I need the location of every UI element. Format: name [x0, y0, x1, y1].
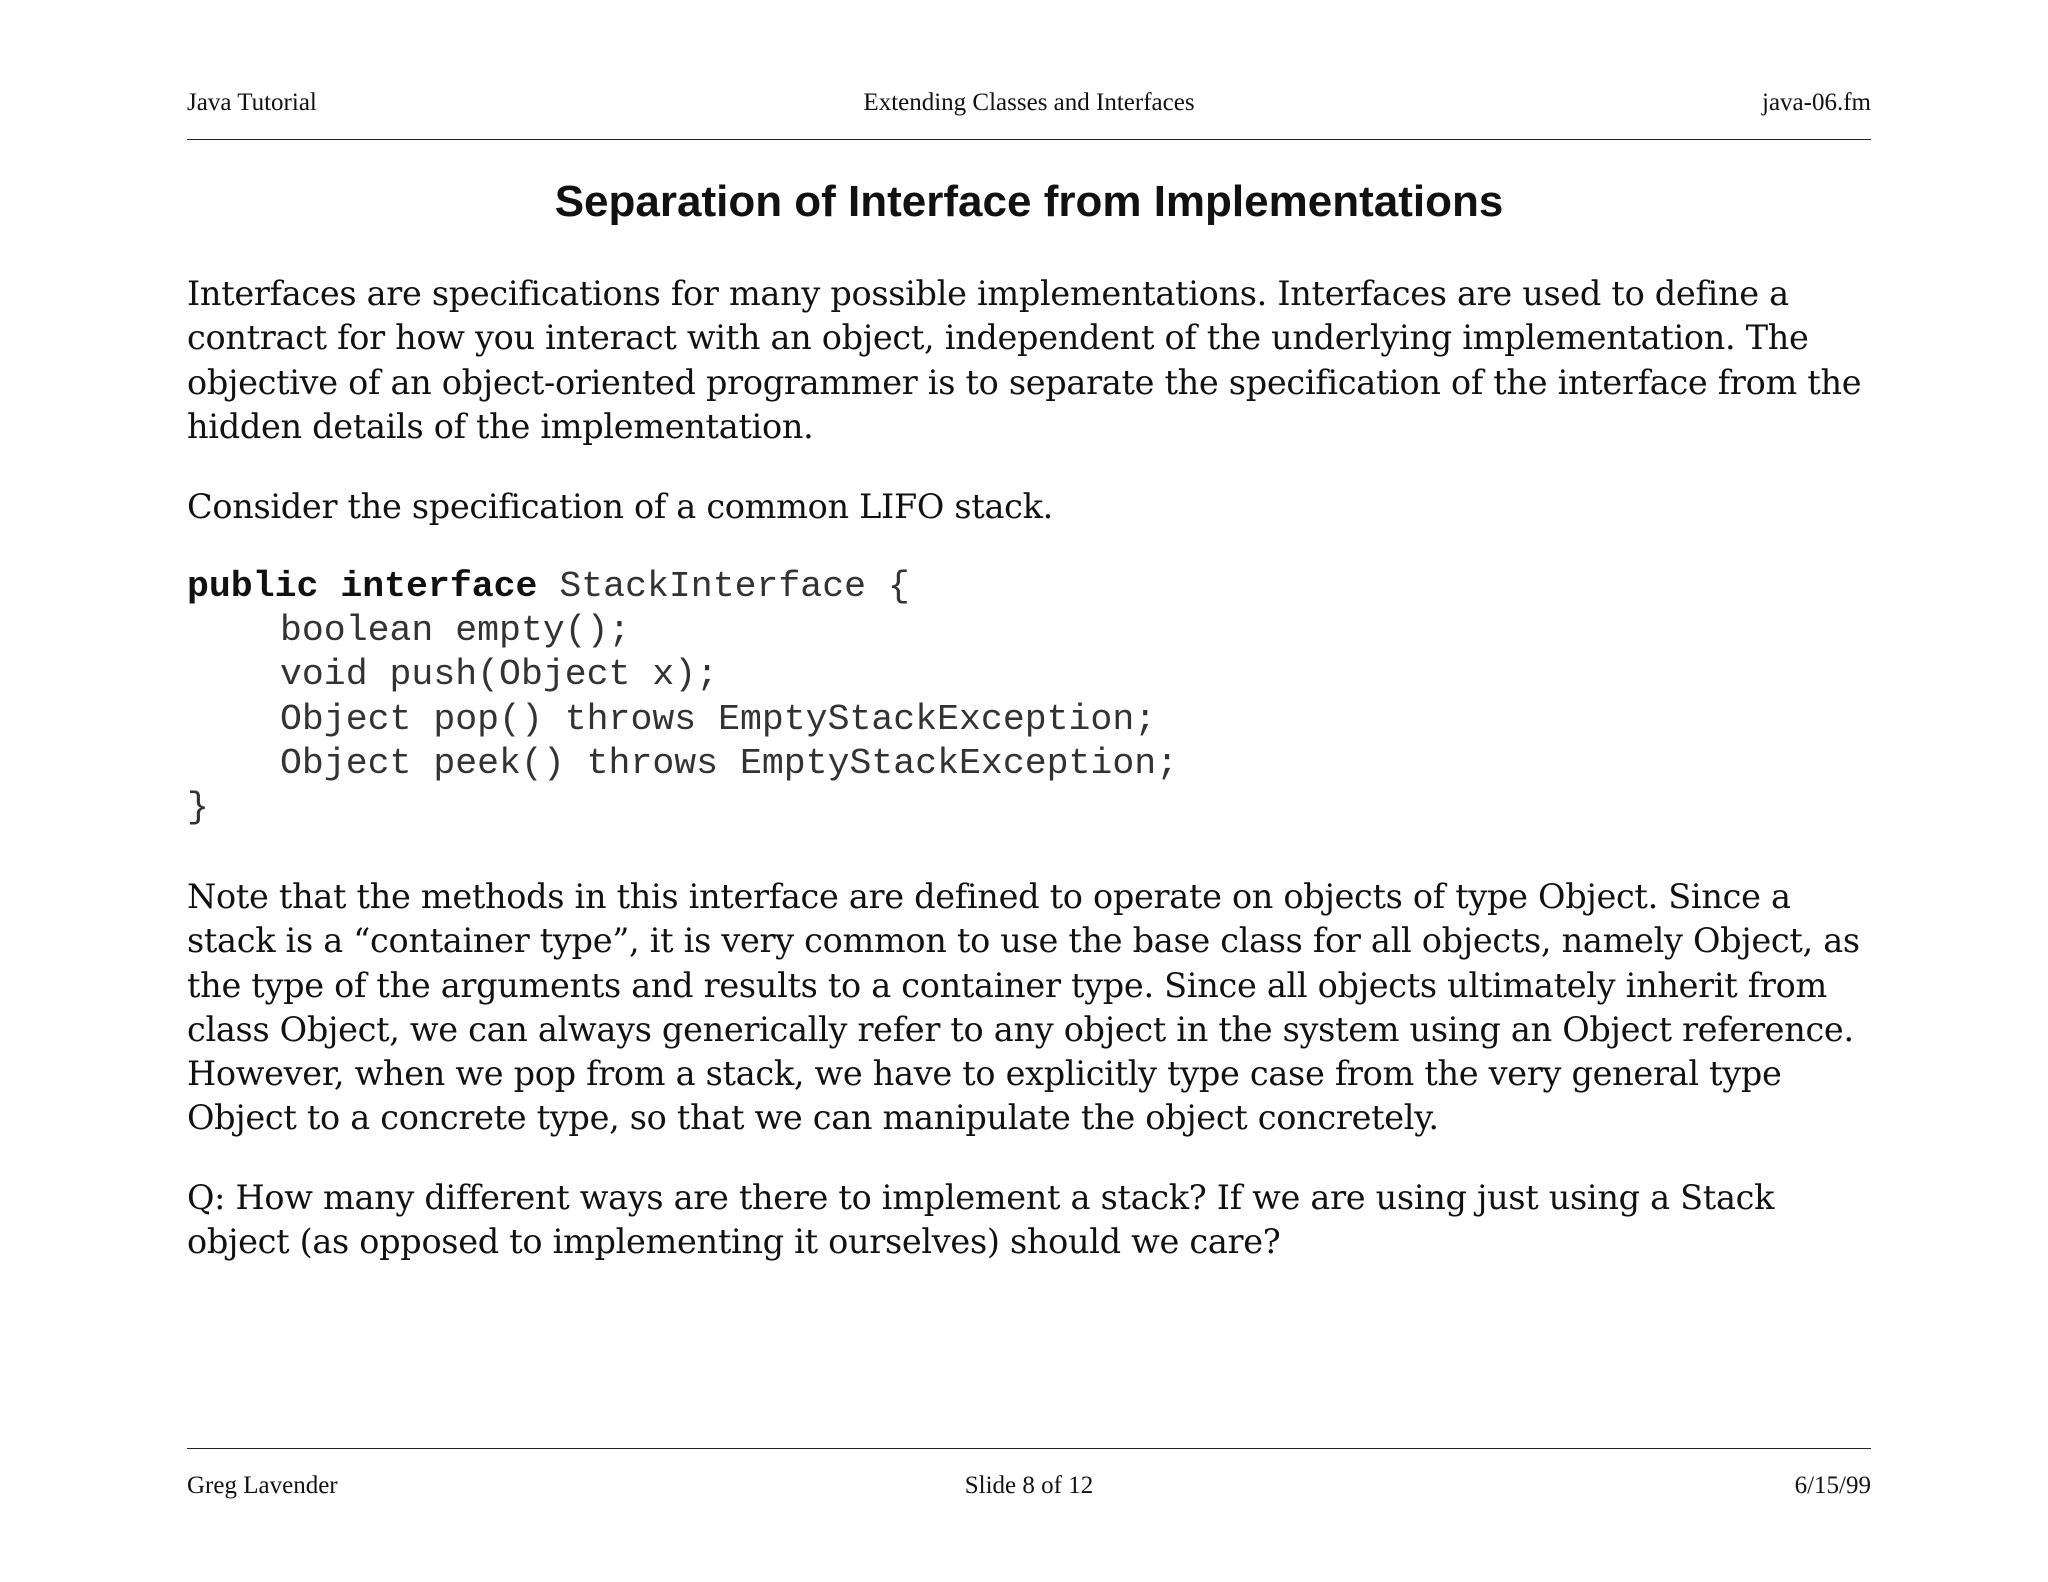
code-line-method: void push(Object x);: [280, 654, 719, 696]
code-keyword: public interface: [187, 566, 538, 607]
code-declaration-rest: StackInterface {: [537, 566, 910, 607]
code-line-closing-brace: }: [187, 786, 209, 828]
paragraph-interfaces-intro: Interfaces are specifications for many possible implementations. Interfaces are used to define a contract for how you interact with an object, independent of the underlying implementation. The objective of an object-oriented programmer is to separate the specification of the interface from the hidden details of the implementation.: [187, 274, 1862, 446]
header-center-text: Extending Classes and Interfaces: [863, 89, 1195, 116]
code-line-method: Object peek() throws EmptyStackException;: [280, 742, 1179, 784]
running-footer: [187, 1469, 1871, 1503]
running-header: [187, 86, 1871, 120]
code-line-declaration: [187, 565, 1178, 609]
document-page: [187, 0, 1871, 1582]
code-block: [187, 565, 1178, 830]
header-right-text: java-06.fm: [1762, 89, 1871, 116]
header-left-text: Java Tutorial: [187, 89, 317, 116]
paragraph-object-type-note: Note that the methods in this interface are defined to operate on objects of type Object. Since a stack is a “container type”, it is very common to use the base class for all objects, namely Object, as the type of the arguments and results to a container type. Since all objects ultimately inherit from class Object, we can always generically refer to any object in the system using an Object reference. However, when we pop from a stack, we have to explicitly type case from the very general type Object to a concrete type, so that we can manipulate the object concretely.: [187, 877, 1860, 1138]
footer-author-text: Greg Lavender: [187, 1472, 338, 1499]
paragraph-consider-stack: Consider the specification of a common LIFO stack.: [187, 487, 1053, 526]
footer-date-text: 6/15/99: [1794, 1472, 1871, 1499]
footer-slide-number: Slide 8 of 12: [964, 1472, 1094, 1499]
header-divider: [187, 139, 1871, 140]
code-line-method: Object pop() throws EmptyStackException;: [280, 698, 1157, 740]
paragraph-question: Q: How many different ways are there to implement a stack? If we are using just using a Stack object (as opposed to implementing it ourselves) should we care?: [187, 1178, 1775, 1262]
footer-divider: [187, 1448, 1871, 1449]
code-line-method: boolean empty();: [280, 610, 631, 652]
page-title: Separation of Interface from Implementations: [554, 177, 1504, 226]
